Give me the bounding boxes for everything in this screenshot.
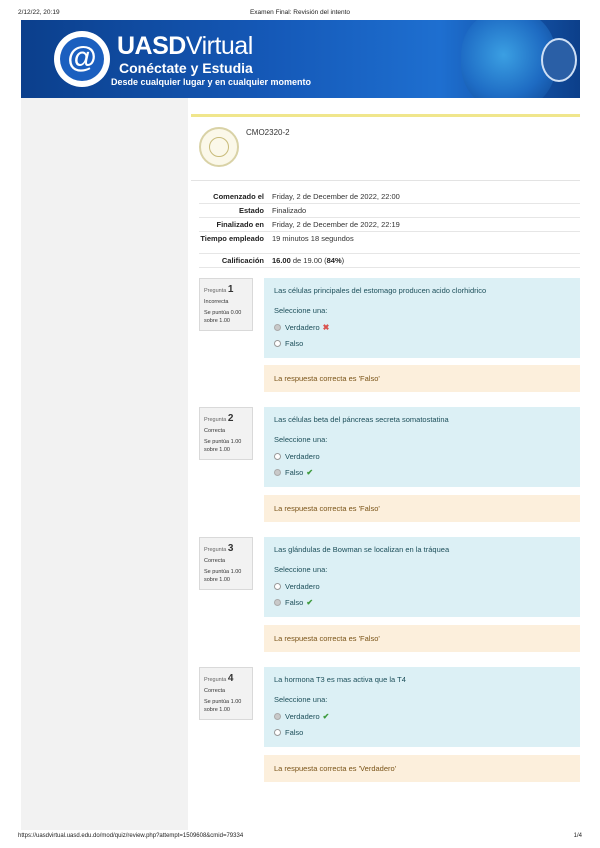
- question-feedback-3: La respuesta correcta es 'Falso': [264, 625, 580, 652]
- question-content-3: [264, 537, 580, 617]
- summary-label: Tiempo empleado: [200, 234, 264, 243]
- answer-prompt: Seleccione una:: [274, 435, 328, 444]
- uasd-logo: [54, 31, 110, 87]
- summary-row: [199, 190, 580, 204]
- course-header: [191, 117, 580, 181]
- question-text: Las glándulas de Bowman se localizan en la tráquea: [274, 545, 450, 554]
- answer-option[interactable]: Verdadero ✔: [274, 708, 570, 724]
- answer-prompt: Seleccione una:: [274, 565, 328, 574]
- summary-row: [199, 218, 580, 232]
- answer-prompt: Seleccione una:: [274, 695, 328, 704]
- page-url[interactable]: https://uasdvirtual.uasd.edu.do/mod/quiz/review.php?attempt=1509608&cmid=79334: [18, 833, 244, 839]
- print-header: [0, 0, 600, 22]
- grade-value: 16.00 de 19.00 (84%): [272, 256, 345, 265]
- answer-option[interactable]: Verdadero: [274, 448, 570, 464]
- summary-label: Estado: [238, 206, 264, 215]
- radio-selected-icon[interactable]: [274, 599, 281, 606]
- summary-label: Calificación: [221, 256, 264, 265]
- question-number: 4: [227, 673, 234, 684]
- question-text: Las células beta del páncreas secreta somatostatina: [274, 415, 449, 424]
- incorrect-icon: ✖: [322, 322, 330, 332]
- correct-check-icon: ✔: [322, 711, 330, 721]
- question-content-1: [264, 278, 580, 358]
- answer-option[interactable]: Verdadero: [274, 578, 570, 594]
- question-number: 1: [227, 284, 234, 295]
- radio-icon[interactable]: [274, 340, 281, 347]
- answer-option[interactable]: Falso: [274, 724, 570, 740]
- question-marks: Se puntúa 1.00 sobre 1.00: [204, 439, 242, 454]
- answer-option[interactable]: Falso ✔: [274, 464, 570, 480]
- summary-label: Finalizado en: [216, 220, 264, 229]
- question-info-4: Pregunta 4 Correcta Se puntúa 1.00 sobre 1.00: [199, 667, 253, 720]
- question-marks: Se puntúa 1.00 sobre 1.00: [204, 699, 242, 714]
- question-text: La hormona T3 es mas activa que la T4: [274, 675, 406, 684]
- summary-row: [199, 204, 580, 218]
- answer-option[interactable]: Falso: [274, 335, 570, 351]
- question-state: Correcta: [204, 557, 226, 564]
- radio-selected-icon[interactable]: [274, 713, 281, 720]
- question-content-2: [264, 407, 580, 487]
- radio-icon[interactable]: [274, 583, 281, 590]
- summary-value: Friday, 2 de December de 2022, 22:19: [272, 220, 400, 229]
- attempt-summary-table: [199, 190, 580, 268]
- print-date: 2/12/22, 20:19: [18, 9, 60, 16]
- question-marks: Se puntúa 0.00 sobre 1.00: [204, 310, 242, 325]
- course-logo-icon: [199, 127, 239, 167]
- university-seal-icon: [541, 38, 577, 82]
- question-state: Incorrecta: [204, 298, 229, 305]
- answer-option[interactable]: Verdadero ✖: [274, 319, 570, 335]
- summary-label: Comenzado el: [213, 192, 264, 201]
- radio-icon[interactable]: [274, 453, 281, 460]
- radio-selected-icon[interactable]: [274, 469, 281, 476]
- radio-selected-icon[interactable]: [274, 324, 281, 331]
- summary-value: Friday, 2 de December de 2022, 22:00: [272, 192, 400, 201]
- brand-name: UASDVirtual: [117, 32, 253, 60]
- brand-tagline: Conéctate y Estudia: [119, 60, 253, 76]
- site-banner[interactable]: [21, 20, 580, 98]
- question-marks: Se puntúa 1.00 sobre 1.00: [204, 569, 242, 584]
- course-code: CMO2320-2: [246, 128, 290, 137]
- question-feedback-1: La respuesta correcta es 'Falso': [264, 365, 580, 392]
- print-title: Examen Final: Revisión del intento: [249, 9, 351, 16]
- question-info-1: Pregunta 1 Incorrecta Se puntúa 0.00 sobre 1.00: [199, 278, 253, 331]
- brand-subtagline: Desde cualquier lugar y en cualquier momento: [111, 77, 312, 87]
- left-sidebar: [21, 98, 188, 830]
- correct-check-icon: ✔: [306, 597, 314, 607]
- print-footer: [0, 830, 600, 848]
- question-info-3: Pregunta 3 Correcta Se puntúa 1.00 sobre 1.00: [199, 537, 253, 590]
- question-feedback-4: La respuesta correcta es 'Verdadero': [264, 755, 580, 782]
- answer-option[interactable]: Falso ✔: [274, 594, 570, 610]
- question-state: Correcta: [204, 427, 226, 434]
- question-state: Correcta: [204, 687, 226, 694]
- correct-check-icon: ✔: [306, 467, 314, 477]
- radio-icon[interactable]: [274, 729, 281, 736]
- at-logo-icon: @: [60, 37, 104, 81]
- page-number: 1/4: [573, 833, 582, 839]
- summary-row: [199, 232, 580, 254]
- answer-prompt: Seleccione una:: [274, 306, 328, 315]
- question-feedback-2: La respuesta correcta es 'Falso': [264, 495, 580, 522]
- summary-value: Finalizado: [272, 206, 307, 215]
- question-text: Las células principales del estomago producen acido clorhidrico: [274, 286, 487, 295]
- summary-value: 19 minutos 18 segundos: [272, 234, 354, 243]
- question-content-4: [264, 667, 580, 747]
- question-number: 3: [227, 543, 234, 554]
- question-info-2: Pregunta 2 Correcta Se puntúa 1.00 sobre 1.00: [199, 407, 253, 460]
- question-number: 2: [227, 413, 234, 424]
- summary-row: [199, 254, 580, 268]
